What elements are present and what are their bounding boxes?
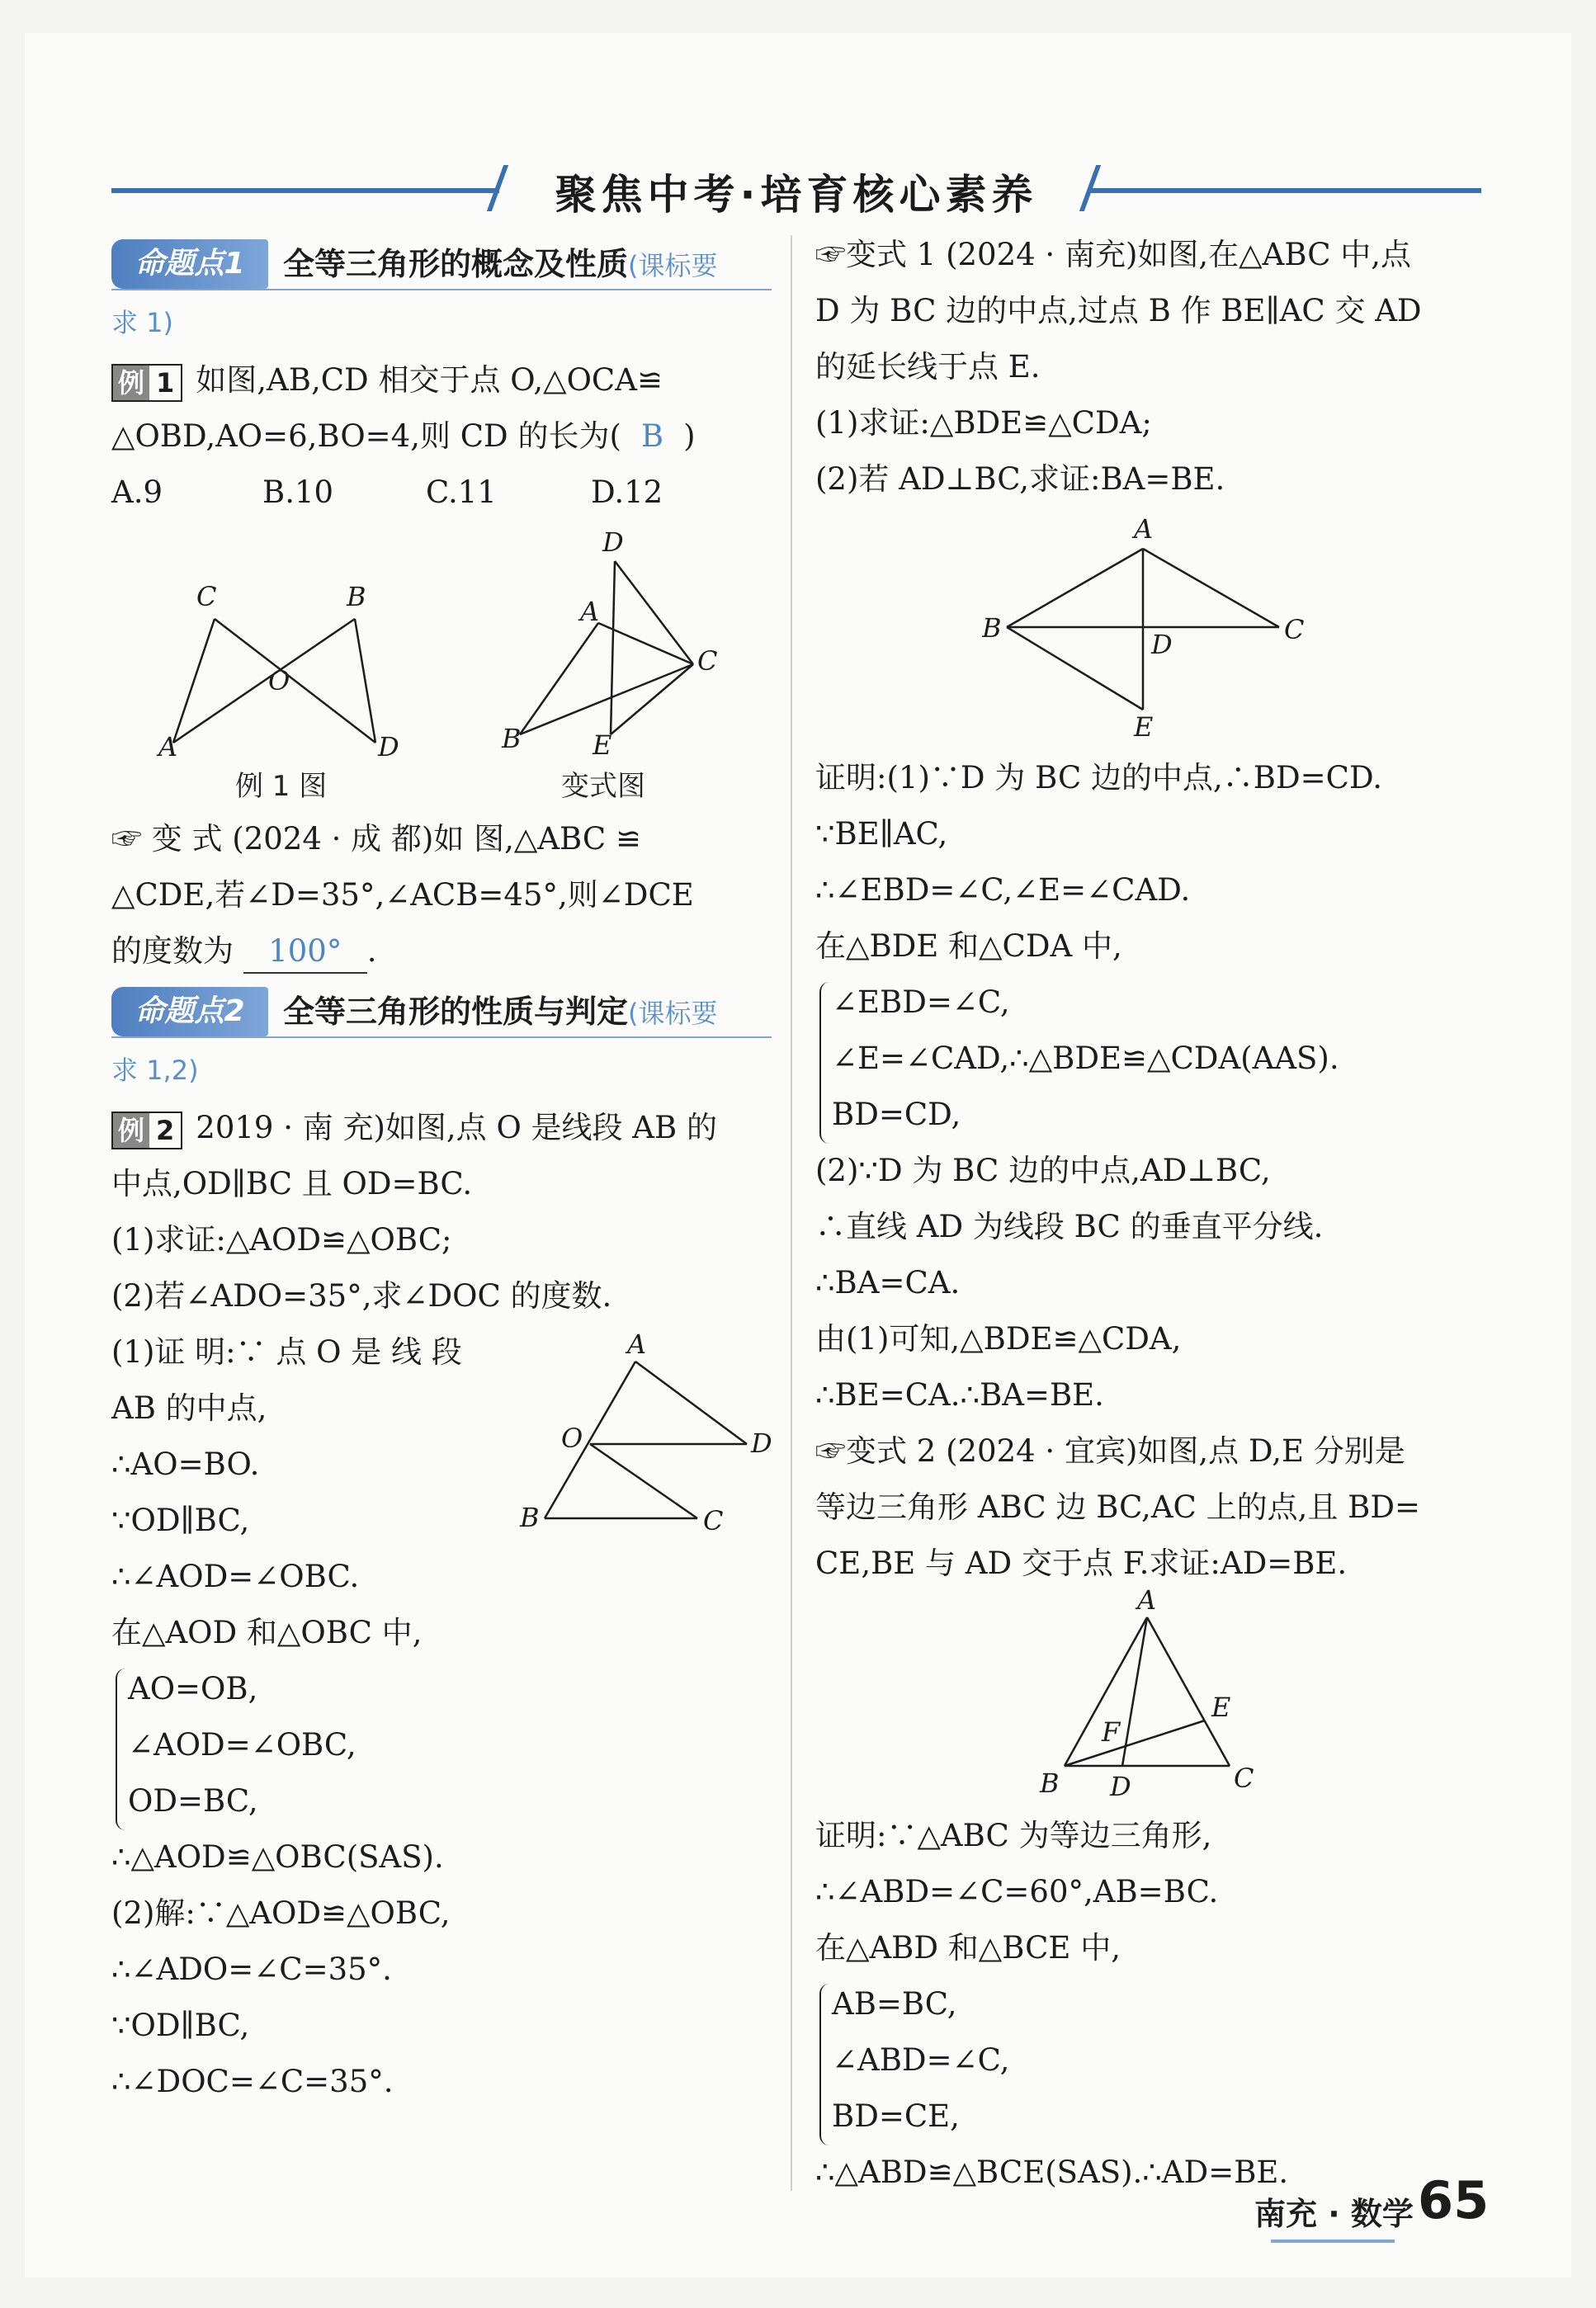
answer-choice: B xyxy=(640,418,664,454)
label-b: B xyxy=(982,612,1002,644)
example-2-line: 在△AOD 和△OBC 中, xyxy=(111,1615,423,1650)
label-b: B xyxy=(520,1502,540,1533)
equation-brace xyxy=(819,1984,829,2145)
column-divider xyxy=(791,235,792,2191)
label-b: B xyxy=(502,723,522,754)
topic-note-cont: 求 1) xyxy=(111,307,174,338)
topic-badge: 命题点2 xyxy=(111,987,268,1036)
label-c: C xyxy=(703,1505,724,1535)
example-badge: 例 1 xyxy=(111,364,182,402)
example-2-line: 中点,OD∥BC 且 OD=BC. xyxy=(111,1166,473,1201)
proof-1-line: 在△BDE 和△CDA 中, xyxy=(815,928,1122,964)
label-f: F xyxy=(1102,1716,1121,1748)
example-2-line: ∴∠ADO=∠C=35°. xyxy=(111,1952,392,1987)
footer-rule xyxy=(1271,2240,1395,2243)
header-rule-right xyxy=(1089,188,1481,193)
label-c: C xyxy=(196,581,217,612)
condition-line: OD=BC, xyxy=(128,1783,258,1819)
example-2-line: ∴∠DOC=∠C=35°. xyxy=(111,2064,394,2099)
label-a: A xyxy=(1134,513,1154,545)
page-number: 65 xyxy=(1418,2170,1490,2230)
variant-1-figure xyxy=(982,512,1320,743)
option-a: A.9 xyxy=(111,474,163,510)
variant-1-line: 的延长线于点 E. xyxy=(815,349,1041,385)
example-2-line-1: 例 2 2019 · 南 充)如图,点 O 是线段 AB 的 xyxy=(111,1107,717,1149)
condition-line: ∠EBD=∠C, xyxy=(832,984,1010,1020)
variant-1-line: (2)若 AD⊥BC,求证:BA=BE. xyxy=(815,461,1225,497)
topic-title: 全等三角形的性质与判定(课标要 xyxy=(283,994,718,1030)
example-2-line: (2)若∠ADO=35°,求∠DOC 的度数. xyxy=(111,1278,612,1314)
variant-2-line: ☞变式 2 (2024 · 宜宾)如图,点 D,E 分别是 xyxy=(815,1433,1405,1469)
proof-2-line: 证明:∵△ABC 为等边三角形, xyxy=(815,1818,1212,1853)
variant-1-line: ☞变式 1 (2024 · 南充)如图,在△ABC 中,点 xyxy=(815,237,1412,272)
equation-brace xyxy=(116,1668,125,1830)
proof-1-line: ∴BA=CA. xyxy=(815,1265,961,1300)
topic-underline xyxy=(111,1036,772,1038)
example-2-line: (2)解:∵△AOD≌△OBC, xyxy=(111,1895,451,1931)
label-a: A xyxy=(580,596,600,627)
proof-2-line: ∴∠ABD=∠C=60°,AB=BC. xyxy=(815,1874,1219,1909)
example-2-line: ∵OD∥BC, xyxy=(111,1503,250,1538)
variant-2-figure xyxy=(1023,1584,1271,1807)
proof-1-line: ∴BE=CA.∴BA=BE. xyxy=(815,1377,1104,1413)
proof-1-line: ∵BE∥AC, xyxy=(815,816,948,852)
condition-line: AO=OB, xyxy=(128,1671,258,1706)
option-b: B.10 xyxy=(262,474,334,510)
label-c: C xyxy=(1284,614,1305,645)
proof-2-line: 在△ABD 和△BCE 中, xyxy=(815,1930,1121,1966)
topic-heading-1 xyxy=(111,239,772,289)
example-2-line: (1)证 明:∵ 点 O 是 线 段 xyxy=(111,1334,462,1370)
example-2-line: ∴AO=BO. xyxy=(111,1447,260,1482)
example-2-line: (1)求证:△AOD≌△OBC; xyxy=(111,1222,452,1258)
condition-line: AB=BC, xyxy=(832,1986,957,2022)
variant-0-line-2: △CDE,若∠D=35°,∠ACB=45°,则∠DCE xyxy=(111,877,694,913)
condition-line: BD=CE, xyxy=(832,2098,960,2134)
proof-1-line: 由(1)可知,△BDE≌△CDA, xyxy=(815,1321,1182,1357)
proof-1-line: 证明:(1)∵D 为 BC 边的中点,∴BD=CD. xyxy=(815,760,1383,795)
label-a: A xyxy=(1137,1584,1157,1616)
footer-label: 南充 · 数学 xyxy=(1254,2196,1414,2232)
variant-1-line: D 为 BC 边的中点,过点 B 作 BE∥AC 交 AD xyxy=(815,293,1422,328)
topic-heading-2 xyxy=(111,987,772,1036)
example-2-figure xyxy=(512,1329,784,1535)
label-d: D xyxy=(1151,629,1173,660)
label-e: E xyxy=(593,729,612,761)
label-b: B xyxy=(1040,1768,1060,1799)
variant-caption: 变式图 xyxy=(561,770,645,803)
label-e: E xyxy=(1134,711,1154,743)
example-1-line-1: 例 1 如图,AB,CD 相交于点 O,△OCA≌ xyxy=(111,360,663,402)
proof-1-line: ∴直线 AD 为线段 BC 的垂直平分线. xyxy=(815,1209,1324,1244)
example-2-line: ∵OD∥BC, xyxy=(111,2008,250,2043)
variant-2-line: 等边三角形 ABC 边 BC,AC 上的点,且 BD= xyxy=(815,1489,1420,1525)
label-b: B xyxy=(347,581,366,612)
proof-1-line: (2)∵D 为 BC 边的中点,AD⊥BC, xyxy=(815,1153,1271,1188)
condition-line: ∠AOD=∠OBC, xyxy=(128,1727,357,1763)
proof-1-line: ∴∠EBD=∠C,∠E=∠CAD. xyxy=(815,872,1191,908)
topic-note-cont: 求 1,2) xyxy=(111,1055,199,1086)
label-c: C xyxy=(697,645,718,677)
label-o: O xyxy=(561,1423,583,1454)
example-1-figure xyxy=(149,569,421,767)
topic-underline xyxy=(111,289,772,290)
label-o: O xyxy=(268,665,290,696)
option-c: C.11 xyxy=(426,474,497,510)
example-1-caption: 例 1 图 xyxy=(235,770,328,803)
label-d: D xyxy=(751,1428,772,1459)
condition-line: ∠E=∠CAD,∴△BDE≌△CDA(AAS). xyxy=(832,1041,1339,1076)
label-d: D xyxy=(378,731,399,762)
section-title: 聚焦中考·培育核心素养 xyxy=(555,171,1038,219)
variant-0-line-3: 的度数为 100° . xyxy=(111,931,377,974)
example-2-line: ∴∠AOD=∠OBC. xyxy=(111,1559,360,1594)
example-2-line: ∴△AOD≌△OBC(SAS). xyxy=(111,1839,444,1875)
label-d: D xyxy=(1110,1771,1131,1802)
label-a: A xyxy=(627,1329,647,1360)
label-e: E xyxy=(1211,1692,1231,1723)
variant-2-line: CE,BE 与 AD 交于点 F.求证:AD=BE. xyxy=(815,1546,1348,1581)
option-d: D.12 xyxy=(591,474,663,510)
example-1-line-2: △OBD,AO=6,BO=4,则 CD 的长为( B ) xyxy=(111,418,696,454)
topic-badge: 命题点1 xyxy=(111,239,268,289)
condition-line: ∠ABD=∠C, xyxy=(832,2042,1010,2078)
variant-0-line-1: ☞ 变 式 (2024 · 成 都)如 图,△ABC ≌ xyxy=(111,821,642,857)
variant-1-line: (1)求证:△BDE≌△CDA; xyxy=(815,405,1152,441)
variant-figure xyxy=(495,528,743,767)
example-2-line: AB 的中点, xyxy=(111,1390,267,1426)
proof-2-line: ∴△ABD≌△BCE(SAS).∴AD=BE. xyxy=(815,2155,1289,2190)
label-d: D xyxy=(602,528,624,558)
condition-line: BD=CD, xyxy=(832,1097,961,1132)
label-c: C xyxy=(1234,1763,1254,1794)
example-badge: 例 2 xyxy=(111,1112,182,1149)
fill-blank-answer: 100° xyxy=(243,931,367,974)
topic-title: 全等三角形的概念及性质(课标要 xyxy=(283,246,718,282)
equation-brace xyxy=(819,982,829,1144)
header-rule-left xyxy=(111,188,499,193)
label-a: A xyxy=(158,731,178,762)
